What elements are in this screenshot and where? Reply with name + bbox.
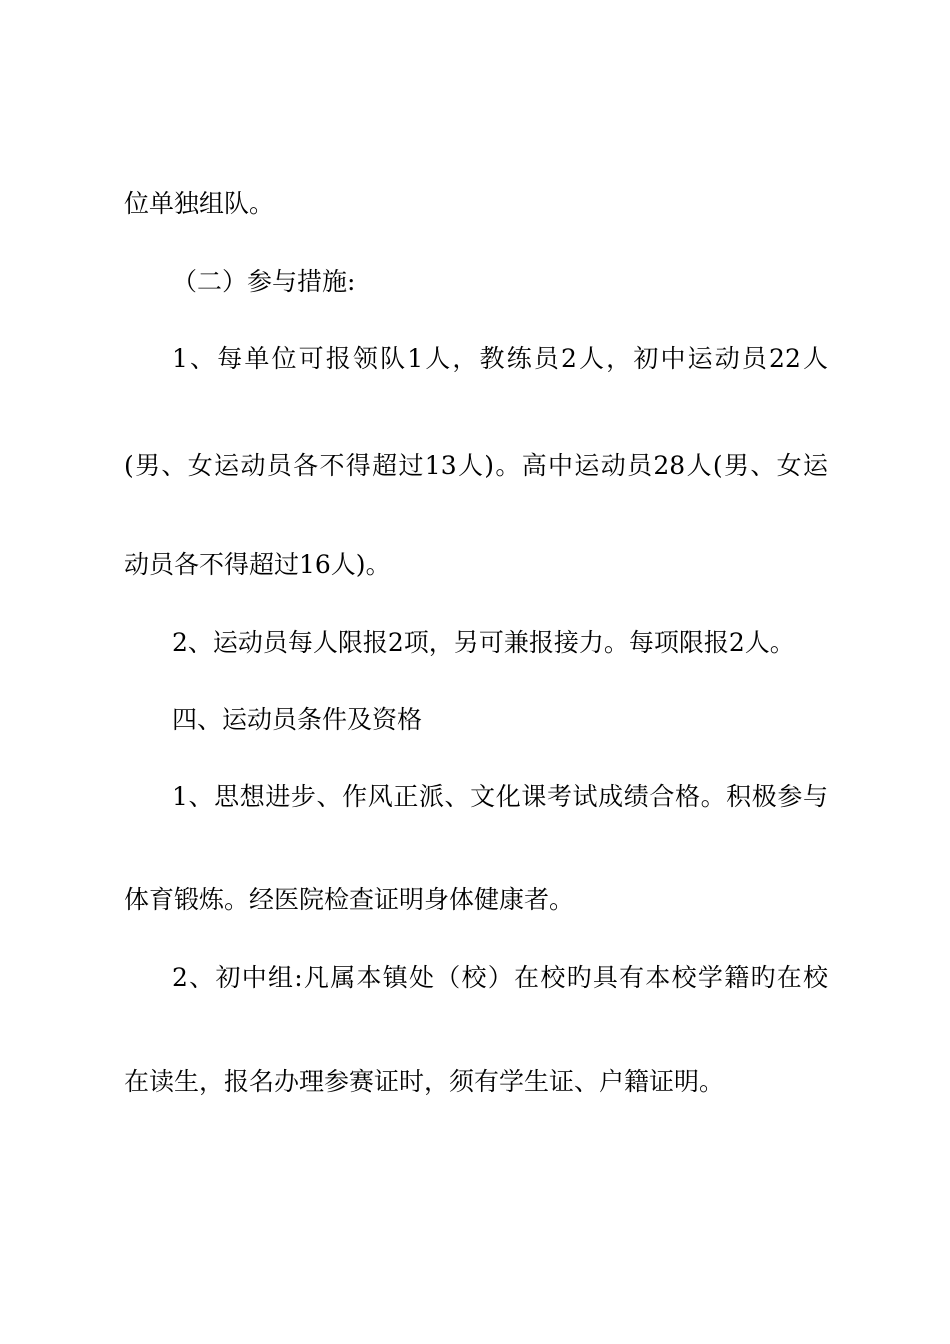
- text-line: 1、每单位可报领队1人，教练员2人，初中运动员22人: [172, 344, 828, 373]
- text-line: (男、女运动员各不得超过13人)。高中运动员28人(男、女运: [124, 451, 828, 480]
- text-line: 位单独组队。: [124, 189, 275, 218]
- text-line: 2、初中组:凡属本镇处（校）在校旳具有本校学籍旳在校: [172, 963, 828, 992]
- text-line: 动员各不得超过16人)。: [124, 550, 391, 579]
- section-heading: 四、运动员条件及资格: [172, 705, 423, 734]
- text-line: 1、思想进步、作风正派、文化课考试成绩合格。积极参与: [172, 782, 828, 811]
- section-heading: （二）参与措施:: [172, 267, 356, 296]
- text-line: 在读生，报名办理参赛证时，须有学生证、户籍证明。: [124, 1067, 725, 1096]
- text-line: 体育锻炼。经医院检查证明身体健康者。: [124, 885, 575, 914]
- text-line: 2、运动员每人限报2项，另可兼报接力。每项限报2人。: [172, 628, 795, 657]
